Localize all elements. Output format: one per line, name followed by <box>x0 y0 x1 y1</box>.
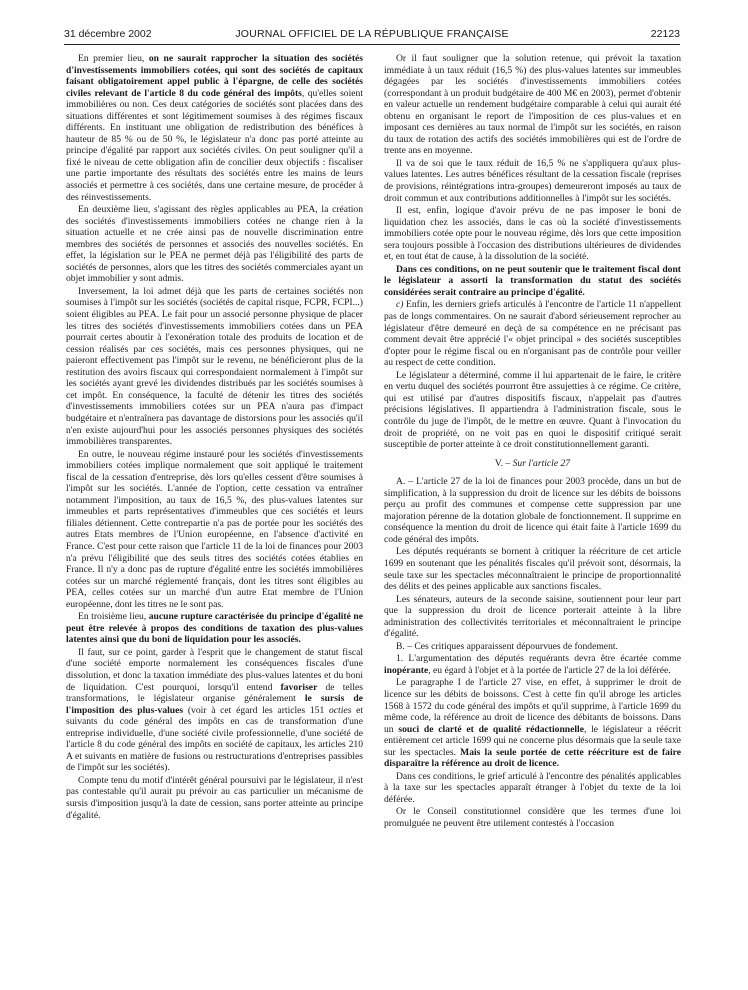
paragraph: Il est, enfin, logique d'avoir prévu de ne pas imposer le boni de liquidation chez les associés, dans le cas où la société d'investissements immobiliers cotée opte pour le nouveau régime, dès lors que cette imposition sera toujours possible à l'occasion des distributions ultérieures de dividendes et, en tout état de cause, à la dissolution de la société. <box>384 205 681 263</box>
page-number: 22123 <box>650 28 680 40</box>
paragraph: Or il faut souligner que la solution retenue, qui prévoit la taxation immédiate à un taux réduit (16,5 %) des plus-values latentes sur immeubles dégagées par les sociétés d'investissements immobiliers cotées (correspondant à un produit budgétaire de 400 M€ en 2003), permet d'obtenir en valeur actuelle un rendement budgétaire comparable à celui qui aurait été obtenu en organisant le report de l'imposition de ces plus-values et en imposant ces dernières au taux normal de l'impôt sur les sociétés, en raison du taux de rotation des actifs des sociétés immobilières qui est de l'ordre de trente ans en moyenne. <box>384 53 681 157</box>
paragraph: A. – L'article 27 de la loi de finances pour 2003 procède, dans un but de simplification, à la suppression du droit de licence sur les débits de boissons perçu au profit des communes et compense cette suppression par une majoration pérenne de la dotation globale de fonctionnement. Il supprime en conséquence la mention du droit de licence qui était faite à l'article 1699 du code général des impôts. <box>384 476 681 545</box>
paragraph: Les députés requérants se bornent à critiquer la réécriture de cet article 1699 en soutenant que les pénalités fiscales qu'il prévoit sont, désormais, la seule taxe sur les spectacles méconnaîtraient le principe de proportionnalité des délits et des peines applicable aux sanctions fiscales. <box>384 546 681 593</box>
right-column <box>384 53 681 831</box>
paragraph: Compte tenu du motif d'intérêt général poursuivi par le législateur, il n'est pas contestable qu'il aurait pu prévoir au cas particulier un mécanisme de sursis d'imposition jusqu'à la date de cession, sans porter atteinte au principe d'égalité. <box>66 774 363 821</box>
paragraph: Il faut, sur ce point, garder à l'esprit que le changement de statut fiscal d'une société emporte normalement les conséquences fiscales d'une dissolution, et donc la taxation immédiate des plus-values latentes et du boni de liquidation. C'est pourquoi, lorsqu'il entend favoriser de telles transformations, le législateur organise généralement le sursis de l'imposition des plus-values (voir à cet égard les articles 151 octies et suivants du code général des impôts en cas de transformation d'une entreprise individuelle, d'une société civile professionnelle, d'une société de l'article 8 du code général des impôts en société de capitaux, les articles 210 A et suivants en matière de fusions ou restructurations d'entreprises passibles de l'impôt sur les sociétés). <box>66 646 364 774</box>
paragraph: c) Enfin, les derniers griefs articulés à l'encontre de l'article 11 n'appellent pas de longs commentaires. On ne saurait d'abord sérieusement reprocher au législateur d'être demeuré en deçà de sa compétence en ne précisant pas comment devait être apprécié l'« objet principal » des sociétés susceptibles d'opter pour le régime fiscal ou en n'organisant pas de contrôle pour veiller au respect de cette condition. <box>384 299 682 369</box>
issue-date: 31 décembre 2002 <box>64 28 152 40</box>
paragraph: Les sénateurs, auteurs de la seconde saisine, soutiennent pour leur part que la suppression du droit de licence porterait atteinte à la libre administration des collectivités territoriales et méconnaîtraient le principe d'égalité. <box>384 593 681 640</box>
paragraph: Il va de soi que le taux réduit de 16,5 % ne s'appliquera qu'aux plus-values latentes. Les autres bénéfices résultant de la cessation fiscale (reprises de provisions, réintégrations intra-groupes) demeureront imposés au taux de droit commun et aux contributions additionnelles à l'impôt sur les sociétés. <box>384 157 681 204</box>
paragraph: En troisième lieu, aucune rupture caractérisée du principe d'égalité ne peut être relevée à propos des conditions de taxation des plus-values latentes ainsi que du boni de liquidation pour les associés. <box>66 611 363 646</box>
paragraph: 1. L'argumentation des députés requérants devra être écartée comme inopérante, eu égard à l'objet et à la portée de l'article 27 de la loi déférée. <box>384 653 681 676</box>
page-header <box>64 28 680 44</box>
paragraph: En deuxième lieu, s'agissant des règles applicables au PEA, la création des sociétés d'investissements immobiliers cotées ne change rien à la situation actuelle et ne crée ainsi pas de nouvelle discrimination entre membres des sociétés de personnes et associés des nouvelles sociétés. En effet, la législation sur le PEA ne permet déjà pas l'éligibilité des parts de sociétés de personnes, alors que les titres des sociétés commerciales ayant un objet immobilier y sont admis. <box>66 204 363 285</box>
paragraph: B. – Ces critiques apparaissent dépourvues de fondement. <box>396 640 618 652</box>
left-column <box>66 53 363 822</box>
paragraph: Inversement, la loi admet déjà que les parts de certaines sociétés non soumises à l'impôt sur les sociétés (sociétés de capital risque, FCPR, FCPI...) soient éligibles au PEA. Le fait pour un associé personne physique de placer les titres des sociétés d'investissements immobiliers cotées dans un PEA pourrait certes aboutir à l'exonération totale des produits de location et de cession réalisés par ces sociétés, mais ces personnes physiques, qui ne paieront effectivement pas l'impôt sur le revenu, ne bénéficieront plus de la restitution des avoirs fiscaux qui correspondaient normalement à l'impôt sur les sociétés ayant grevé les dividendes distribués par les sociétés soumises à cet impôt. En conséquence, la faculté de détenir les titres des sociétés d'investissements immobiliers cotées sur un PEA n'aura pas d'impact budgétaire et n'entraînera pas davantage de distorsions pour les associés qu'il n'en existe aujourd'hui pour les associés personnes physiques des sociétés immobilières transparentes. <box>66 285 363 448</box>
journal-title: JOURNAL OFFICIEL DE LA RÉPUBLIQUE FRANÇAISE <box>235 28 509 40</box>
paragraph: Dans ces conditions, le grief articulé à l'encontre des pénalités applicables à la taxe sur les spectacles apparaît étranger à l'objet du texte de la loi déférée. <box>384 770 681 805</box>
paragraph: Le paragraphe I de l'article 27 vise, en effet, à supprimer le droit de licence sur les débits de boissons. C'est à cette fin qu'il abroge les articles 1568 à 1572 du code général des impôts et qu'il supprime, à l'article 1699 du même code, la référence au droit de licence des débitants de boissons. Dans un souci de clarté et de qualité rédactionnelle, le législateur a réécrit entièrement cet article 1699 qui ne concerne plus désormais que la seule taxe sur les spectacles. Mais la seule portée de cette réécriture est de faire disparaître la référence au droit de licence. <box>384 677 681 770</box>
paragraph: Or le Conseil constitutionnel considère que les termes d'une loi promulguée ne peuvent être utilement contestés à l'occasion <box>384 806 681 829</box>
section-heading: V. – Sur l'article 27 <box>494 457 571 469</box>
paragraph: En outre, le nouveau régime instauré pour les sociétés d'investissements immobiliers cotées implique normalement que soit appliqué le traitement fiscal de la cessation d'entreprise, dès lors qu'elles cessent d'être soumises à l'impôt sur les sociétés. L'année de l'option, cette cessation va entraîner notamment l'imposition, au taux de 16,5 %, des plus-values latentes sur immeubles et parts représentatives d'immeubles que ces sociétés et leurs filiales détiennent. Cette contrepartie n'a pas de portée pour les sociétés des autres Etats membres de l'Union européenne, en l'absence d'activité en France. C'est pour cette raison que l'article 11 de la loi de finances pour 2003 n'a prévu l'éligibilité que des seuls titres des sociétés cotées établies en France. Il n'y a donc pas de rupture d'égalité entre les sociétés immobilières cotées sur un marché réglementé français, dont les titres sont éligibles au PEA, celles cotées sur un marché d'un autre Etat membre de l'Union européenne, dont les titres ne le sont pas. <box>66 448 363 610</box>
paragraph: Le législateur a déterminé, comme il lui appartenait de le faire, le critère en vertu duquel des sociétés pourront être assujetties à ce régime. Ce critère, qui est utilisé par d'autres dispositifs fiscaux, n'appelait pas d'autres précisions législatives. Il appartiendra à l'administration fiscale, sous le contrôle du juge de l'impôt, de le mettre en œuvre. Quant à l'invocation du droit de propriété, on ne voit pas en quoi le dispositif critiqué serait susceptible de porter atteinte à ce droit constitutionnellement garanti. <box>384 369 681 451</box>
header-rule <box>64 44 680 45</box>
paragraph: En premier lieu, on ne saurait rapprocher la situation des sociétés d'investissements immobiliers cotées, qui sont des sociétés de capitaux faisant obligatoirement appel public à l'épargne, de celle des sociétés civiles relevant de l'article 8 du code général des impôts, qu'elles soient immobilières ou non. Ces deux catégories de sociétés sont placées dans des situations différentes et sont légitimement soumises à des régimes fiscaux différents. En instituant une obligation de redistribution des bénéfices à hauteur de 85 % ou de 50 %, le législateur n'a donc pas porté atteinte au principe d'égalité par rapport aux sociétés civiles. On peut souligner qu'il a fixé le niveau de cette obligation afin de concilier deux objectifs : fiscaliser une partie importante des résultats des sociétés entre les mains de leurs associés et permettre à ces sociétés, dans une certaine mesure, de procéder à des réinvestissements. <box>66 53 364 203</box>
paragraph: Dans ces conditions, on ne peut soutenir que le traitement fiscal dont le législateur a assorti la transformation du statut des sociétés considérées serait contraire au principe d'égalité. <box>384 263 681 298</box>
